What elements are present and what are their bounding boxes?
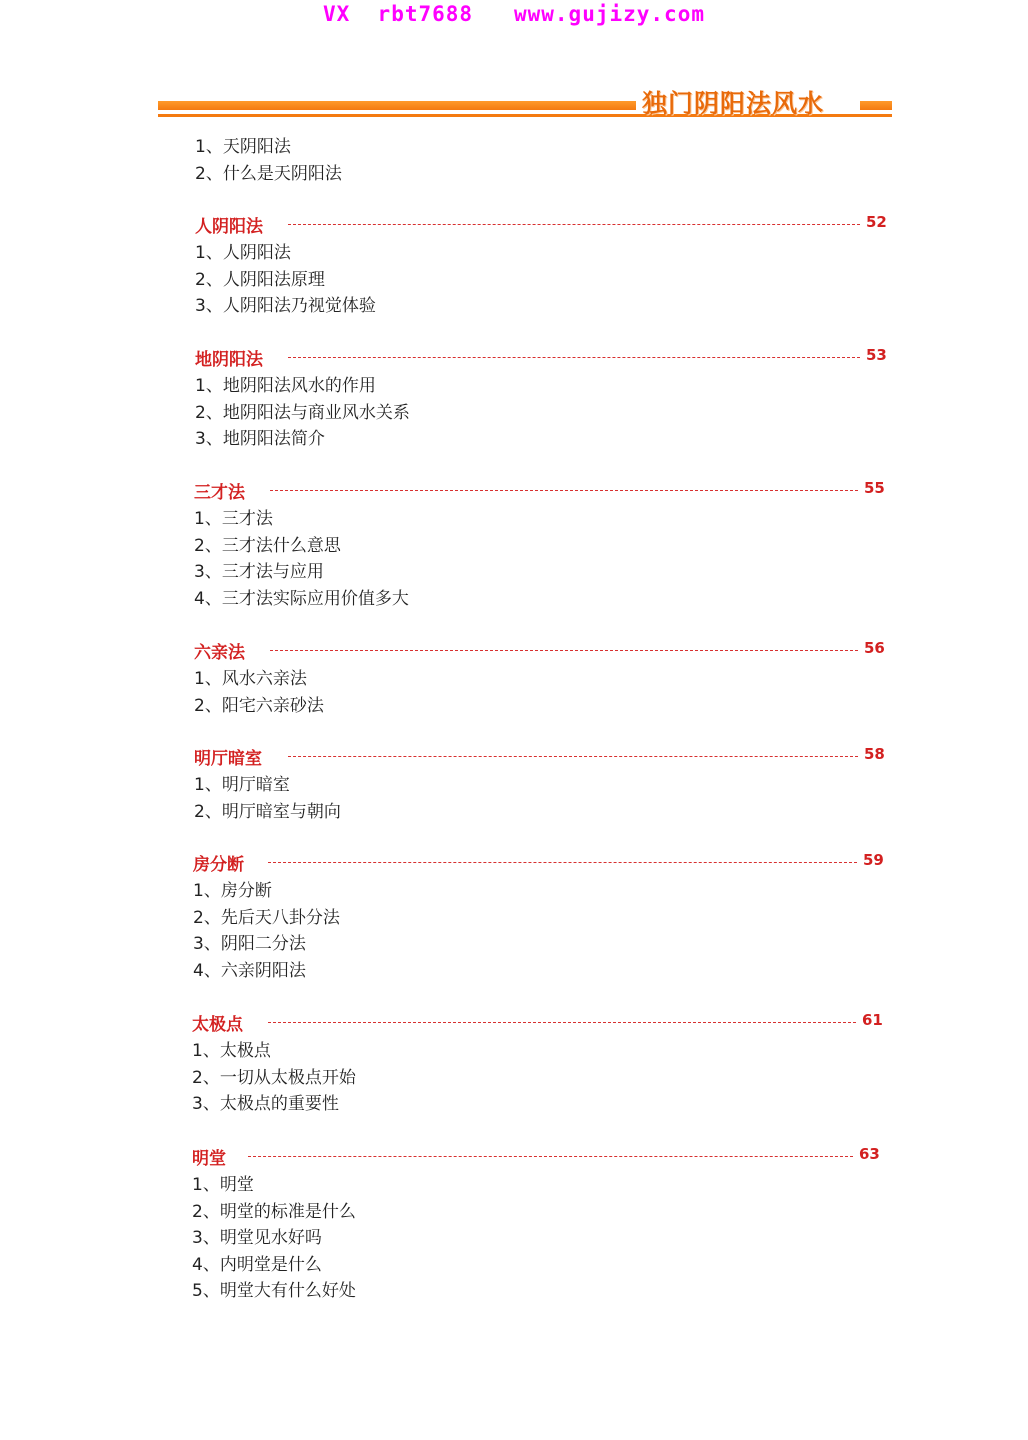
- page-number: 56: [864, 639, 885, 657]
- list-item: 1、地阴阳法风水的作用: [195, 376, 376, 396]
- list-item: 1、太极点: [192, 1041, 271, 1061]
- page-number: 55: [864, 479, 885, 497]
- toc-section-heading: [193, 850, 893, 874]
- dotted-leader: [268, 1022, 856, 1023]
- list-item: 2、人阴阳法原理: [195, 269, 325, 290]
- list-item: 2、什么是天阴阳法: [195, 163, 342, 184]
- book-title: 独门阴阳法风水: [642, 89, 825, 118]
- section-title-text: 人阴阳法: [195, 217, 263, 237]
- list-item: 4、三才法实际应用价值多大: [194, 588, 409, 609]
- toc-section-heading: [192, 1010, 892, 1034]
- list-item: 4、内明堂是什么: [192, 1254, 322, 1275]
- list-item: 5、明堂大有什么好处: [192, 1281, 356, 1301]
- list-item: 3、明堂见水好吗: [192, 1228, 322, 1248]
- list-item: 1、人阴阳法: [195, 243, 291, 263]
- list-item: 2、明堂的标准是什么: [192, 1201, 356, 1222]
- watermark-text: VX rbt7688 www.gujizy.com: [322, 2, 705, 26]
- dotted-leader: [270, 650, 858, 651]
- toc-section-heading: [195, 212, 896, 236]
- section-title-text: 明厅暗室: [194, 749, 262, 769]
- list-item: 2、地阴阳法与商业风水关系: [195, 402, 410, 423]
- list-item: 3、阴阳二分法: [193, 934, 306, 954]
- page-number: 61: [862, 1011, 883, 1029]
- page-number: 53: [866, 346, 887, 364]
- list-item: 1、明堂: [192, 1175, 254, 1195]
- dotted-leader: [268, 862, 857, 863]
- section-title-text: 三才法: [194, 483, 245, 503]
- list-item: 1、明厅暗室: [194, 775, 290, 795]
- toc-section-heading: [195, 345, 896, 369]
- dotted-leader: [288, 357, 860, 358]
- list-item: 2、阳宅六亲砂法: [194, 695, 324, 716]
- section-title-text: 六亲法: [194, 643, 245, 663]
- list-item: 1、风水六亲法: [194, 669, 307, 689]
- page-number: 58: [864, 745, 885, 763]
- page-number: 63: [859, 1145, 880, 1163]
- section-title-text: 房分断: [193, 855, 244, 875]
- list-item: 3、地阴阳法简介: [195, 429, 325, 449]
- dotted-leader: [248, 1156, 853, 1157]
- section-title-text: 明堂: [192, 1149, 226, 1169]
- page-number: 52: [866, 213, 887, 231]
- toc-section-heading: [192, 1144, 889, 1168]
- list-item: 2、三才法什么意思: [194, 535, 341, 556]
- toc-section-heading: [194, 478, 894, 502]
- toc-section-heading: [194, 744, 894, 768]
- section-title-text: 太极点: [192, 1015, 243, 1035]
- list-item: 3、人阴阳法乃视觉体验: [195, 296, 376, 316]
- list-item: 2、先后天八卦分法: [193, 907, 340, 928]
- page-number: 59: [863, 851, 884, 869]
- list-item: 3、太极点的重要性: [192, 1094, 339, 1114]
- list-item: 1、房分断: [193, 881, 272, 901]
- list-item: 3、三才法与应用: [194, 562, 324, 582]
- list-item: 4、六亲阴阳法: [193, 960, 306, 981]
- toc-section-heading: [194, 638, 894, 662]
- section-title-text: 地阴阳法: [195, 350, 263, 370]
- list-item: 1、三才法: [194, 509, 273, 529]
- dotted-leader: [288, 756, 858, 757]
- dotted-leader: [270, 490, 858, 491]
- list-item: 2、一切从太极点开始: [192, 1067, 356, 1088]
- list-item: 1、天阴阳法: [195, 137, 291, 157]
- list-item: 2、明厅暗室与朝向: [194, 801, 341, 822]
- dotted-leader: [288, 224, 860, 225]
